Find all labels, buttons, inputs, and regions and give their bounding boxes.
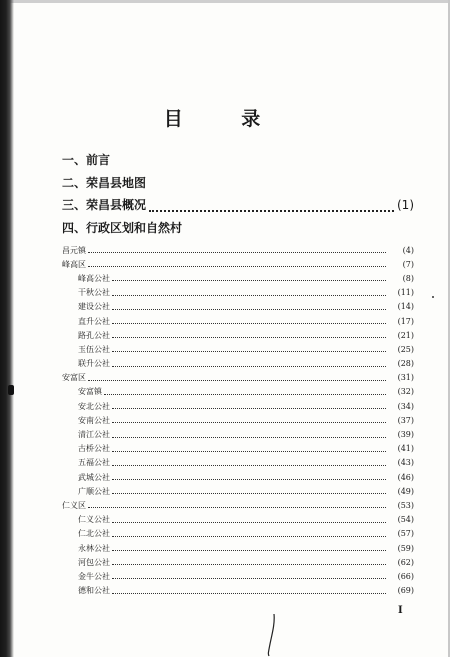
toc-page-number: (46): [397, 472, 414, 482]
toc-entry-label: 金牛公社: [78, 571, 110, 581]
page-number-footer: I: [398, 605, 403, 616]
toc-page-number: (37): [397, 415, 414, 425]
toc-entry-label: 仁北公社: [78, 529, 110, 539]
toc-entry-label: 安南公社: [78, 415, 110, 425]
toc-entry-label: 仁义公社: [78, 515, 110, 525]
toc-entry-commune[interactable]: [62, 342, 414, 356]
toc-leader: [112, 332, 386, 338]
toc-leader: [112, 488, 386, 494]
toc-entry-label: 河包公社: [78, 557, 110, 567]
toc-leader: [88, 247, 386, 253]
toc-main-item[interactable]: [62, 219, 414, 242]
toc-page-number: (43): [397, 458, 414, 468]
toc-entry-label: 安北公社: [78, 401, 110, 411]
toc-entry-district[interactable]: [62, 371, 414, 385]
toc-entry-commune[interactable]: [62, 271, 414, 285]
toc-entry-commune[interactable]: [62, 470, 414, 484]
toc-entry-commune[interactable]: [62, 314, 414, 328]
toc-entry-commune[interactable]: [62, 555, 414, 569]
toc-page-number: (57): [397, 529, 414, 539]
toc-entry-commune[interactable]: [62, 427, 414, 441]
toc-entry-commune[interactable]: [62, 328, 414, 342]
toc-entry-commune[interactable]: [62, 442, 414, 456]
toc-entry-label: 峰高公社: [78, 273, 110, 283]
toc-entry-commune[interactable]: [62, 569, 414, 583]
toc-entry-commune[interactable]: [62, 513, 414, 527]
toc-entry-label: 干秋公社: [78, 288, 110, 298]
toc-page-number: (11): [397, 288, 414, 298]
toc-entry-label: 五福公社: [78, 458, 110, 468]
toc-entry-district[interactable]: [62, 498, 414, 512]
toc-leader: [185, 226, 411, 234]
toc-main-label: 三、荣昌县概况: [62, 198, 147, 212]
toc-leader: [112, 318, 386, 324]
toc-entry-label: 德和公社: [78, 586, 110, 596]
toc-entry-label: 古桥公社: [78, 444, 110, 454]
toc-leader: [149, 202, 394, 212]
toc-entry-commune[interactable]: [62, 484, 414, 498]
toc-leader: [112, 531, 386, 537]
toc-leader: [104, 389, 386, 395]
toc-main-item[interactable]: [62, 174, 414, 197]
page-title: 目 录: [163, 108, 287, 130]
toc-leader: [88, 261, 386, 267]
toc-page-number: (41): [397, 444, 414, 454]
toc-entry-label: 路孔公社: [78, 330, 110, 340]
toc-entry-commune[interactable]: [62, 584, 414, 598]
toc-leader: [112, 588, 386, 594]
toc-entry-commune[interactable]: [62, 399, 414, 413]
toc-page-number: (7): [402, 259, 414, 269]
toc-page-number: (59): [397, 543, 414, 553]
toc-entry-label: 安富区: [62, 373, 86, 383]
toc-main-label: 四、行政区划和自然村: [62, 220, 183, 235]
toc-leader: [112, 474, 386, 480]
toc-entry-label: 直升公社: [78, 316, 110, 326]
toc-page-number: (66): [397, 571, 414, 581]
toc-leader: [112, 446, 386, 452]
toc-leader: [88, 375, 386, 381]
toc-entry-commune[interactable]: [62, 527, 414, 541]
toc-main-label: 一、前言: [62, 153, 111, 167]
toc-leader: [149, 181, 411, 189]
toc-entry-commune[interactable]: [62, 357, 414, 371]
toc-entry-town[interactable]: [62, 385, 414, 399]
toc-entry-label: 仁义区: [62, 500, 86, 510]
toc-page-number: (49): [397, 486, 414, 496]
toc-page-number: (25): [397, 344, 414, 354]
toc-leader: [112, 290, 386, 296]
toc-leader: [112, 559, 386, 565]
toc-entry-label: 峰高区: [62, 259, 86, 269]
toc-entry-label: 清江公社: [78, 430, 110, 440]
toc-entry-commune[interactable]: [62, 300, 414, 314]
toc-leader: [112, 517, 386, 523]
toc-entry-label: 玉伍公社: [78, 344, 110, 354]
toc-entry-label: 建设公社: [78, 302, 110, 312]
toc-entry-label: 安富镇: [78, 387, 102, 397]
toc-leader: [112, 460, 386, 466]
toc-entry-town[interactable]: [62, 243, 414, 257]
scan-edge-left: [0, 0, 14, 657]
toc-leader: [112, 573, 386, 579]
sub-toc-list: [62, 243, 414, 598]
toc-main-item[interactable]: [62, 196, 414, 219]
toc-leader: [112, 417, 386, 423]
toc-page-number: (39): [397, 430, 414, 440]
toc-page-number: (69): [397, 586, 414, 596]
toc-leader: [112, 545, 386, 551]
toc-leader: [112, 304, 386, 310]
toc-page-number: (62): [397, 557, 414, 567]
toc-page-number: (54): [397, 515, 414, 525]
toc-entry-label: 联升公社: [78, 359, 110, 369]
toc-entry-commune[interactable]: [62, 456, 414, 470]
scan-speck: [432, 296, 434, 298]
toc-entry-commune[interactable]: [62, 286, 414, 300]
toc-entry-label: 广顺公社: [78, 486, 110, 496]
toc-page-number: (1): [397, 198, 414, 212]
toc-leader: [112, 275, 386, 281]
toc-main-label: 二、荣昌县地图: [62, 175, 147, 190]
toc-entry-label: 武城公社: [78, 472, 110, 482]
scan-speck: [8, 385, 14, 395]
toc-entry-commune[interactable]: [62, 541, 414, 555]
toc-page-number: (8): [402, 273, 414, 283]
toc-page-number: (31): [397, 373, 414, 383]
toc-main-item[interactable]: [62, 151, 414, 174]
pen-stroke-mark: [262, 612, 282, 657]
toc-page-number: (14): [397, 302, 414, 312]
toc-page-number: (53): [397, 500, 414, 510]
toc-page-number: (34): [397, 401, 414, 411]
toc-leader: [112, 403, 386, 409]
toc-page-number: (28): [397, 359, 414, 369]
toc-page-number: (21): [397, 330, 414, 340]
toc-page-number: (17): [397, 316, 414, 326]
toc-leader: [88, 502, 386, 508]
scan-edge-top: [0, 0, 450, 3]
toc-entry-district[interactable]: [62, 257, 414, 271]
toc-entry-label: 昌元镇: [62, 245, 86, 255]
toc-page-number: (4): [402, 245, 414, 255]
main-toc-list: [62, 151, 414, 241]
toc-entry-commune[interactable]: [62, 413, 414, 427]
toc-entry-label: 永林公社: [78, 543, 110, 553]
toc-leader: [112, 346, 386, 352]
toc-leader: [112, 361, 386, 367]
toc-page-number: (32): [397, 387, 414, 397]
toc-leader: [112, 432, 386, 438]
toc-leader: [113, 158, 411, 166]
